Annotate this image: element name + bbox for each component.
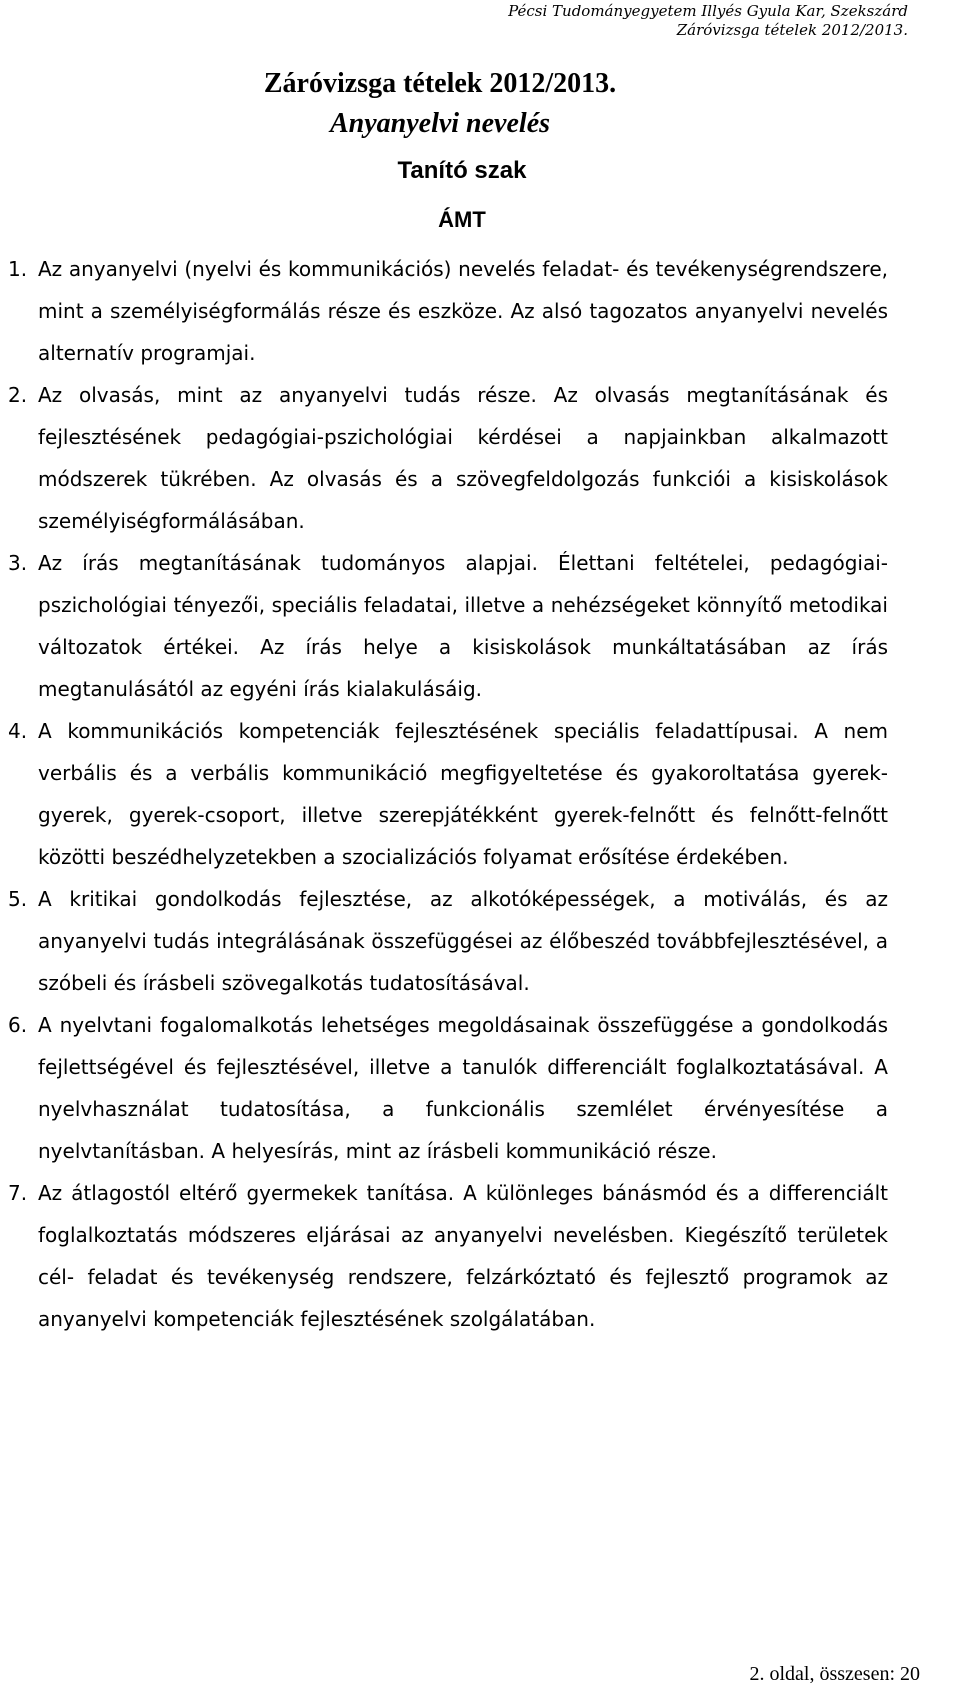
item-number: 3. <box>8 551 28 575</box>
running-header <box>508 2 908 40</box>
exam-topics-list <box>0 248 960 1340</box>
list-item <box>0 710 960 878</box>
header-subtitle: Záróvizsga tételek 2012/2013. <box>676 21 908 39</box>
item-text: Az anyanyelvi (nyelvi és kommunikációs) nevelés feladat- és tevékenységrendszere, mint a személyiségformálás része és eszköze. Az alsó tagozatos anyanyelvi nevelés alternatív programjai. <box>38 257 888 365</box>
list-item <box>0 248 960 374</box>
list-item <box>0 878 960 1004</box>
subject-title: Anyanyelvi nevelés <box>329 108 551 139</box>
item-text: Az olvasás, mint az anyanyelvi tudás része. Az olvasás megtanításának és fejlesztésének pedagógiai-pszichológiai kérdései a napjainkban alkalmazott módszerek tükrében. Az olvasás és a szövegfeldolgozás funkciói a kisiskolások személyiségformálásában. <box>38 383 888 533</box>
item-number: 6. <box>8 1013 28 1037</box>
item-number: 5. <box>8 887 28 911</box>
title-block <box>0 64 880 234</box>
item-text: A nyelvtani fogalomalkotás lehetséges megoldásainak összefüggése a gondolkodás fejlettségével és fejlesztésével, illetve a tanulók differenciált foglalkoztatásával. A nyelvhasználat tudatosítása, a funkcionális szemlélet érvényesítése a nyelvtanításban. A helyesírás, mint az írásbeli kommunikáció része. <box>38 1013 888 1163</box>
item-text: Az írás megtanításának tudományos alapjai. Élettani feltételei, pedagógiai-pszichológiai tényezői, speciális feladatai, illetve a nehézségeket könnyítő metodikai változatok értékei. Az írás helye a kisiskolások munkáltatásában az írás megtanulásától az egyéni írás kialakulásáig. <box>38 551 888 701</box>
list-item <box>0 542 960 710</box>
item-number: 4. <box>8 719 28 743</box>
list-item <box>0 1004 960 1172</box>
item-number: 7. <box>8 1181 28 1205</box>
item-text: A kommunikációs kompetenciák fejlesztésének speciális feladattípusai. A nem verbális és a verbális kommunikáció megfigyeltetése és gyakoroltatása gyerek-gyerek, gyerek-csoport, illetve szerepjátékként gyerek-felnőtt és felnőtt-felnőtt közötti beszédhelyzetekben a szocializációs folyamat erősítése érdekében. <box>38 719 888 869</box>
item-text: Az átlagostól eltérő gyermekek tanítása. A különleges bánásmód és a differenciált foglalkoztatás módszeres eljárásai az anyanyelvi nevelésben. Kiegészítő területek cél- feladat és tevékenység rendszere, felzárkóztató és fejlesztő programok az anyanyelvi kompetenciák fejlesztésének szolgálatában. <box>38 1181 888 1331</box>
item-number: 1. <box>8 257 28 281</box>
page-footer: 2. oldal, összesen: 20 <box>749 1663 920 1685</box>
header-institution: Pécsi Tudományegyetem Illyés Gyula Kar, Szekszárd <box>508 2 908 20</box>
major-title: Tanító szak <box>397 157 527 184</box>
item-text: A kritikai gondolkodás fejlesztése, az alkotóképességek, a motiválás, és az anyanyelvi tudás integrálásának összefüggései az élőbeszéd továbbfejlesztésével, a szóbeli és írásbeli szövegalkotás tudatosításával. <box>38 887 888 995</box>
list-item <box>0 1172 960 1340</box>
training-form: ÁMT <box>438 207 486 232</box>
document-title: Záróvizsga tételek 2012/2013. <box>263 68 617 99</box>
item-number: 2. <box>8 383 28 407</box>
list-item <box>0 374 960 542</box>
